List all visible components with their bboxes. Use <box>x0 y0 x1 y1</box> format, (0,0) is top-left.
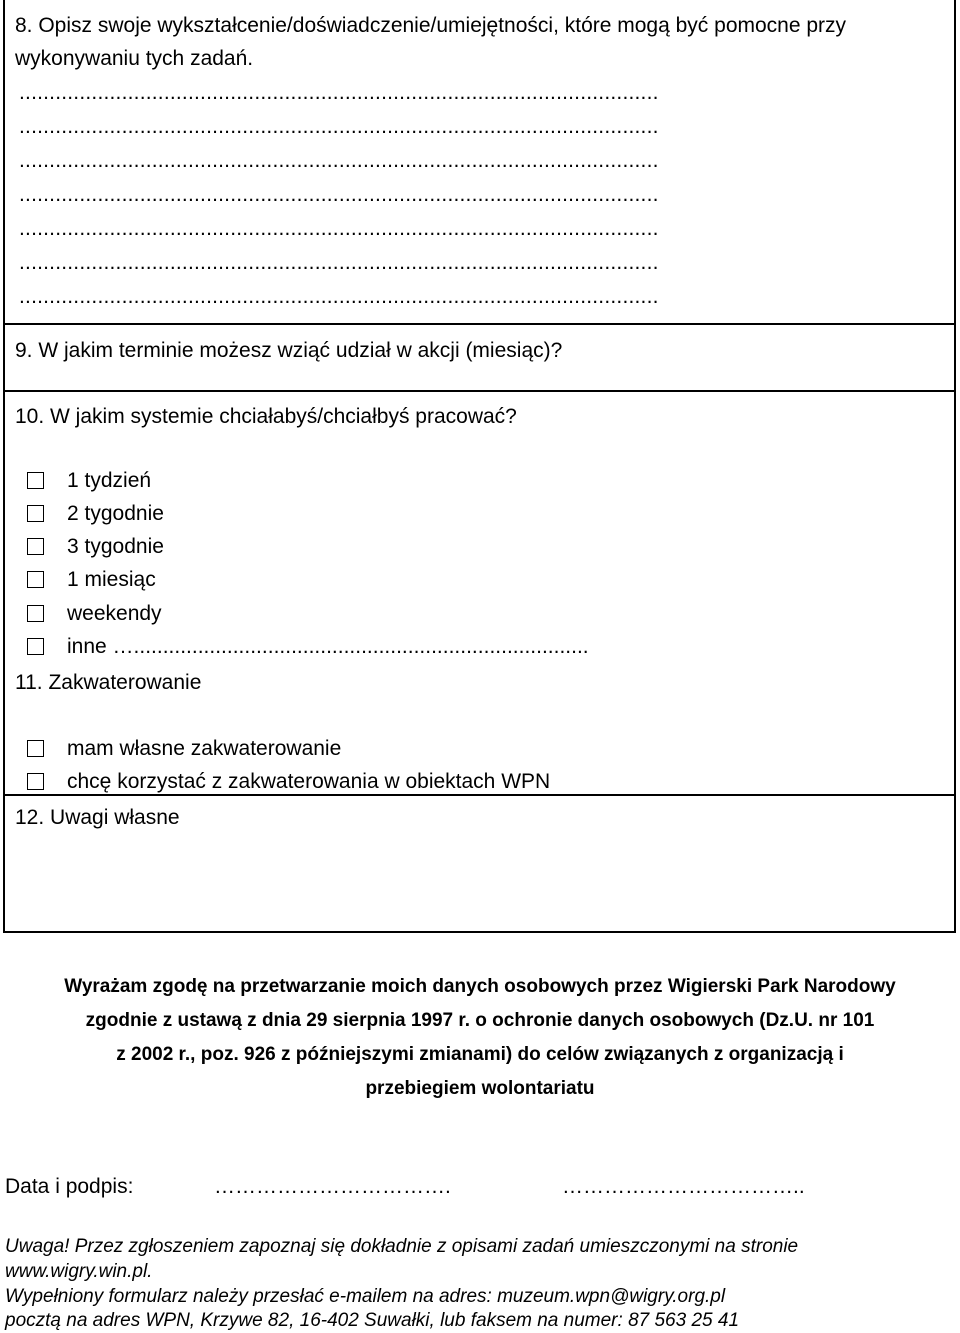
option-label: 3 tygodnie <box>67 535 164 558</box>
footer-note: Uwaga! Przez zgłoszeniem zapoznaj się dokładnie z opisami zadań umieszczonymi na stronie <box>5 1236 799 1257</box>
q10-question: 10. W jakim systemie chciałabyś/chciałbyś pracować? <box>15 405 517 428</box>
signature-field[interactable]: …………………………….. <box>562 1175 805 1198</box>
checkbox-icon[interactable] <box>27 472 44 489</box>
footer-website[interactable]: www.wigry.win.pl. <box>5 1261 153 1282</box>
option-label: chcę korzystać z zakwaterowania w obiektach WPN <box>67 770 551 793</box>
checkbox-icon[interactable] <box>27 538 44 555</box>
form-table <box>3 0 956 933</box>
q8-answer-line[interactable]: .......................................................................................................... <box>19 285 659 308</box>
q8-question-line1: 8. Opisz swoje wykształcenie/doświadczenie/umiejętności, które mogą być pomocne przy <box>15 14 847 37</box>
q9-question: 9. W jakim terminie możesz wziąć udział w akcji (miesiąc)? <box>15 339 563 362</box>
date-field[interactable]: ……………………………. <box>214 1175 451 1198</box>
q8-answer-line[interactable]: .......................................................................................................... <box>19 149 659 172</box>
q11-question: 11. Zakwaterowanie <box>15 671 202 694</box>
row-divider <box>5 323 954 325</box>
q8-answer-line[interactable]: .......................................................................................................... <box>19 115 659 138</box>
option-label: inne ….............................................................................. <box>67 635 589 658</box>
checkbox-icon[interactable] <box>27 605 44 622</box>
consent-statement <box>0 970 960 1106</box>
option-label: 1 tydzień <box>67 469 152 492</box>
consent-line: Wyrażam zgodę na przetwarzanie moich danych osobowych przez Wigierski Park Narodowy <box>64 976 896 997</box>
q8-answer-line[interactable]: .......................................................................................................... <box>19 81 659 104</box>
checkbox-icon[interactable] <box>27 638 44 655</box>
option-label: weekendy <box>67 602 162 625</box>
consent-line: zgodnie z ustawą z dnia 29 sierpnia 1997 r. o ochronie danych osobowych (Dz.U. nr 101 <box>85 1010 875 1031</box>
consent-line: przebiegiem wolontariatu <box>365 1078 595 1099</box>
row-divider <box>5 390 954 392</box>
checkbox-icon[interactable] <box>27 773 44 790</box>
q8-answer-line[interactable]: .......................................................................................................... <box>19 251 659 274</box>
checkbox-icon[interactable] <box>27 571 44 588</box>
q8-answer-line[interactable]: .......................................................................................................... <box>19 183 659 206</box>
footer-postal-instructions: pocztą na adres WPN, Krzywe 82, 16-402 Suwałki, lub faksem na numer: 87 563 25 41 <box>5 1310 740 1331</box>
q12-question: 12. Uwagi własne <box>15 806 180 829</box>
checkbox-icon[interactable] <box>27 740 44 757</box>
footer-email-instructions: Wypełniony formularz należy przesłać e-mailem na adres: muzeum.wpn@wigry.org.pl <box>5 1286 726 1307</box>
q8-question-line2: wykonywaniu tych zadań. <box>15 47 254 70</box>
row-divider <box>5 794 954 796</box>
option-label: 2 tygodnie <box>67 502 164 525</box>
signature-label: Data i podpis: <box>5 1175 134 1198</box>
q8-answer-line[interactable]: .......................................................................................................... <box>19 217 659 240</box>
option-label: mam własne zakwaterowanie <box>67 737 342 760</box>
checkbox-icon[interactable] <box>27 505 44 522</box>
consent-line: z 2002 r., poz. 926 z późniejszymi zmianami) do celów związanych z organizacją i <box>116 1044 844 1065</box>
option-label: 1 miesiąc <box>67 568 156 591</box>
